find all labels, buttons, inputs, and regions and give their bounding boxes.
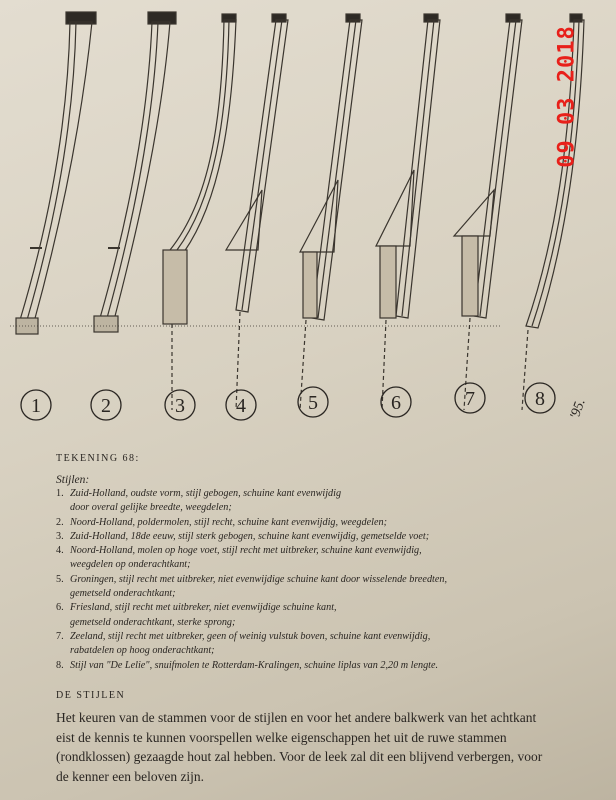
- item-number: 1.: [56, 488, 64, 499]
- post-6: [376, 14, 440, 410]
- post-7: [454, 14, 522, 410]
- caption-list: [56, 487, 556, 673]
- date-stamp: [554, 20, 616, 180]
- item-number: 5.: [56, 573, 64, 585]
- list-item: [56, 630, 556, 659]
- item-text: Noord-Holland, poldermolen, stijl recht, schuine kant evenwijdig, weegdelen;: [70, 516, 387, 528]
- item-text: Zuid-Holland, 18de eeuw, stijl sterk gebogen, schuine kant evenwijdig, gemetselde voet;: [70, 530, 430, 542]
- list-item: [56, 516, 556, 530]
- item-text: Zuid-Holland, oudste vorm, stijl gebogen, schuine kant evenwijdig door overal gelijke breedte, weegdelen;: [70, 488, 342, 514]
- list-item: [56, 573, 556, 602]
- list-item: [56, 544, 556, 573]
- item-text: Zeeland, stijl recht met uitbreker, geen of weinig vulstuk boven, schuine kant evenwijdig, rabatdelen op hoog onderachtkant;: [70, 630, 431, 657]
- figure-label-1: 1: [31, 395, 41, 417]
- list-item: [56, 601, 556, 630]
- figure-label-2: 2: [101, 395, 111, 417]
- list-item: [56, 487, 556, 516]
- date-stamp-text: 09 03 2018: [554, 25, 580, 168]
- artist-signature: '95.: [567, 396, 589, 422]
- item-number: 4.: [56, 545, 64, 557]
- post-5: [300, 14, 362, 410]
- item-text: Groningen, stijl recht met uitbreker, niet evenwijdige schuine kant door wisselende breedten, gemetseld onderachtkant;: [70, 573, 448, 600]
- section-heading: DE STIJLEN: [56, 690, 126, 701]
- item-number: 6.: [56, 602, 64, 614]
- body-paragraph: Het keuren van de stammen voor de stijlen en voor het andere balkwerk van het achtkant eist de kennis te kunnen voorspellen welke eigenschappen het uit de ruwe stammen (rondklossen) gezaagde hout zal hebben. Voor de leek zal dit een blijvend verbergen, voor de kenner een beloven zijn.: [56, 710, 543, 784]
- figure-caption: TEKENING 68:: [56, 453, 140, 464]
- post-1: [16, 12, 96, 334]
- figure-label-5: 5: [308, 392, 318, 414]
- item-text: Noord-Holland, molen op hoge voet, stijl recht met uitbreker, schuine kant evenwijdig, weegdelen op onderachtkant;: [70, 545, 422, 571]
- figure-label-8: 8: [535, 388, 545, 410]
- list-item: [56, 659, 556, 673]
- figure-label-3: 3: [175, 395, 185, 417]
- list-item: [56, 530, 556, 544]
- item-text: Friesland, stijl recht met uitbreker, niet evenwijdige schuine kant, gemetseld onderachtkant, sterke sprong;: [70, 602, 337, 628]
- figure-label-4: 4: [236, 395, 246, 417]
- post-4: [226, 14, 288, 410]
- figure-label-7: 7: [465, 388, 475, 410]
- item-number: 2.: [56, 516, 64, 528]
- item-number: 8.: [56, 659, 64, 671]
- item-text: Stijl van "De Lelie", snuifmolen te Rotterdam-Kralingen, schuine liplas van 2,20 m lengte.: [70, 659, 439, 671]
- item-number: 7.: [56, 630, 64, 642]
- post-3: [163, 14, 236, 410]
- caption-subheading: Stijlen:: [56, 474, 90, 486]
- item-number: 3.: [56, 530, 64, 542]
- figure-label-6: 6: [391, 392, 401, 414]
